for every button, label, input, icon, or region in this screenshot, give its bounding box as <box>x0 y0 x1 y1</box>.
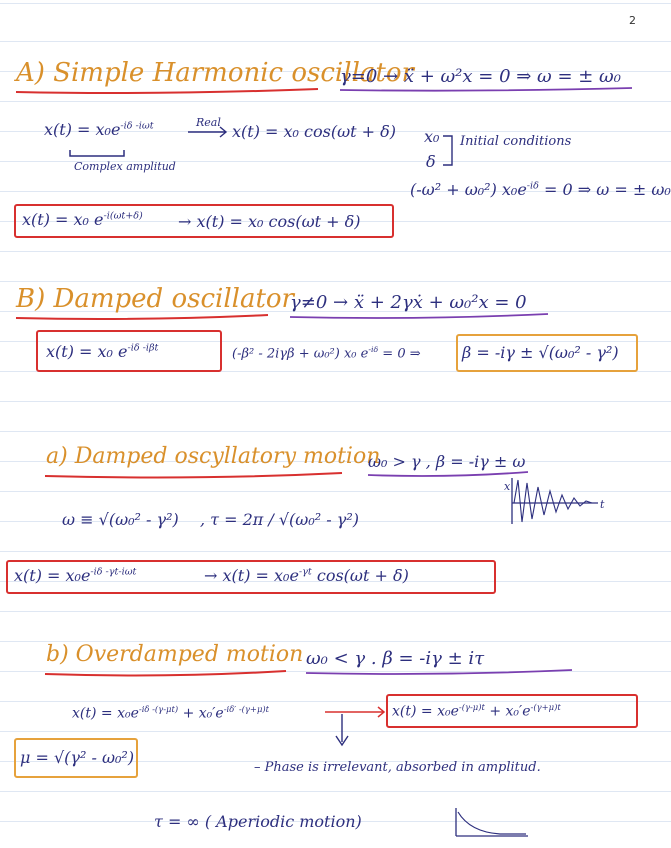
section-ba-title: a) Damped oscyllatory motion <box>46 444 381 469</box>
section-a-boxed-right: → x(t) = x₀ cos(ωt + δ) <box>178 212 361 231</box>
complex-amp-bracket <box>70 150 124 156</box>
char-eq-exponent: -iδ <box>368 345 379 354</box>
section-ba-boxed-right <box>204 566 409 585</box>
check-eq-exponent: -iδ <box>526 180 539 192</box>
aperiodic-note: τ = ∞ ( Aperiodic motion) <box>154 812 362 831</box>
ba-boxed-right-base: → x(t) = x₀e <box>204 566 299 585</box>
bb-solution-exponent: -iδ -(γ-μt) <box>138 704 179 714</box>
characteristic-equation <box>232 345 421 361</box>
ba-boxed-left-exponent: -iδ -γt-iωt <box>90 566 137 578</box>
bb-solution-plus: + x₀′e <box>182 705 224 722</box>
page-number: 2 <box>629 14 636 27</box>
b-boxed-exponent: -iδ -iβt <box>127 342 159 354</box>
check-eq-base: (-ω² + ω₀²) x₀e <box>410 180 527 199</box>
section-a-title: A) Simple Harmonic oscillator <box>16 58 414 88</box>
damped-oscillation-sketch <box>512 478 598 524</box>
char-eq-result: = 0 ⇒ <box>382 346 421 362</box>
init-bracket <box>443 136 452 165</box>
ba-boxed-right-exponent: -γt <box>298 566 312 578</box>
section-bb-solution <box>72 704 269 722</box>
beta-solution: β = -iγ ± √(ω₀² - γ²) <box>462 343 619 362</box>
condition-ba-underline <box>368 472 528 476</box>
down-arrow <box>336 714 348 745</box>
title-bb-underline <box>45 671 286 675</box>
phase-note: – Phase is irrelevant, absorbed in amplitud. <box>254 760 541 775</box>
section-ba-condition: ω₀ > γ , β = -iγ ± ω <box>368 452 526 471</box>
solution-base: x(t) = x₀e <box>44 120 121 139</box>
tau-definition: , τ = 2π / √(ω₀² - γ²) <box>200 510 359 529</box>
initial-conditions-label: Initial conditions <box>460 134 572 149</box>
condition-b-underline <box>290 314 548 318</box>
section-b-boxed-text <box>46 342 158 361</box>
boxed-left-base: x(t) = x₀ e <box>22 210 104 229</box>
check-eq-result: = 0 ⇒ ω = ± ω₀ <box>543 180 671 199</box>
condition-bb-underline <box>306 670 572 674</box>
overdamped-sketch <box>456 808 528 836</box>
section-b-condition: γ≠0 → ẍ + 2γẋ + ω₀²x = 0 <box>290 292 527 313</box>
bb-solution-base: x(t) = x₀e <box>72 705 139 722</box>
section-a-boxed-left <box>22 210 143 229</box>
check-equation <box>410 180 671 199</box>
section-ba-boxed-left <box>14 566 136 585</box>
bb-boxed-plus: + x₀′e <box>489 703 531 720</box>
title-b-underline <box>16 315 268 319</box>
boxed-left-exponent: -i(ωt+δ) <box>103 210 143 222</box>
title-ba-underline <box>45 473 342 477</box>
ba-boxed-right-tail: cos(ωt + δ) <box>316 566 409 585</box>
real-solution: x(t) = x₀ cos(ωt + δ) <box>232 122 397 141</box>
b-boxed-base: x(t) = x₀ e <box>46 342 128 361</box>
boxed-arrow <box>325 707 384 717</box>
sketch-t-label: t <box>600 498 605 511</box>
section-a-condition: γ=0 → ẍ + ω²x = 0 ⇒ ω = ± ω₀ <box>340 66 621 87</box>
title-a-underline <box>16 89 318 93</box>
solution-exponent: -iδ -iωt <box>120 120 154 132</box>
bb-boxed-exponent: -(γ-μ)t <box>458 702 485 712</box>
omega-definition: ω ≡ √(ω₀² - γ²) <box>62 510 179 529</box>
sketch-x-label: x <box>504 480 511 493</box>
section-bb-boxed-text <box>392 702 561 720</box>
mu-definition: μ = √(γ² - ω₀²) <box>20 748 135 767</box>
section-b-title: B) Damped oscillator <box>16 284 294 314</box>
section-a-solution <box>44 120 154 139</box>
delta-label: δ <box>426 152 436 171</box>
section-bb-condition: ω₀ < γ . β = -iγ ± iτ <box>306 648 485 669</box>
bb-boxed-plus-exponent: -(γ+μ)t <box>530 702 561 712</box>
bb-solution-plus-exponent: -iδ′ -(γ+μ)t <box>223 704 270 714</box>
real-label: Real <box>196 116 221 129</box>
ba-boxed-left-base: x(t) = x₀e <box>14 566 91 585</box>
char-eq-base: (-β² - 2iγβ + ω₀²) x₀ e <box>232 346 369 362</box>
section-bb-title: b) Overdamped motion <box>46 642 304 667</box>
x0-label: x₀ <box>424 127 440 146</box>
bb-boxed-base: x(t) = x₀e <box>392 703 459 720</box>
condition-a-underline <box>340 88 632 91</box>
complex-amplitude-label: Complex amplitud <box>74 160 176 173</box>
